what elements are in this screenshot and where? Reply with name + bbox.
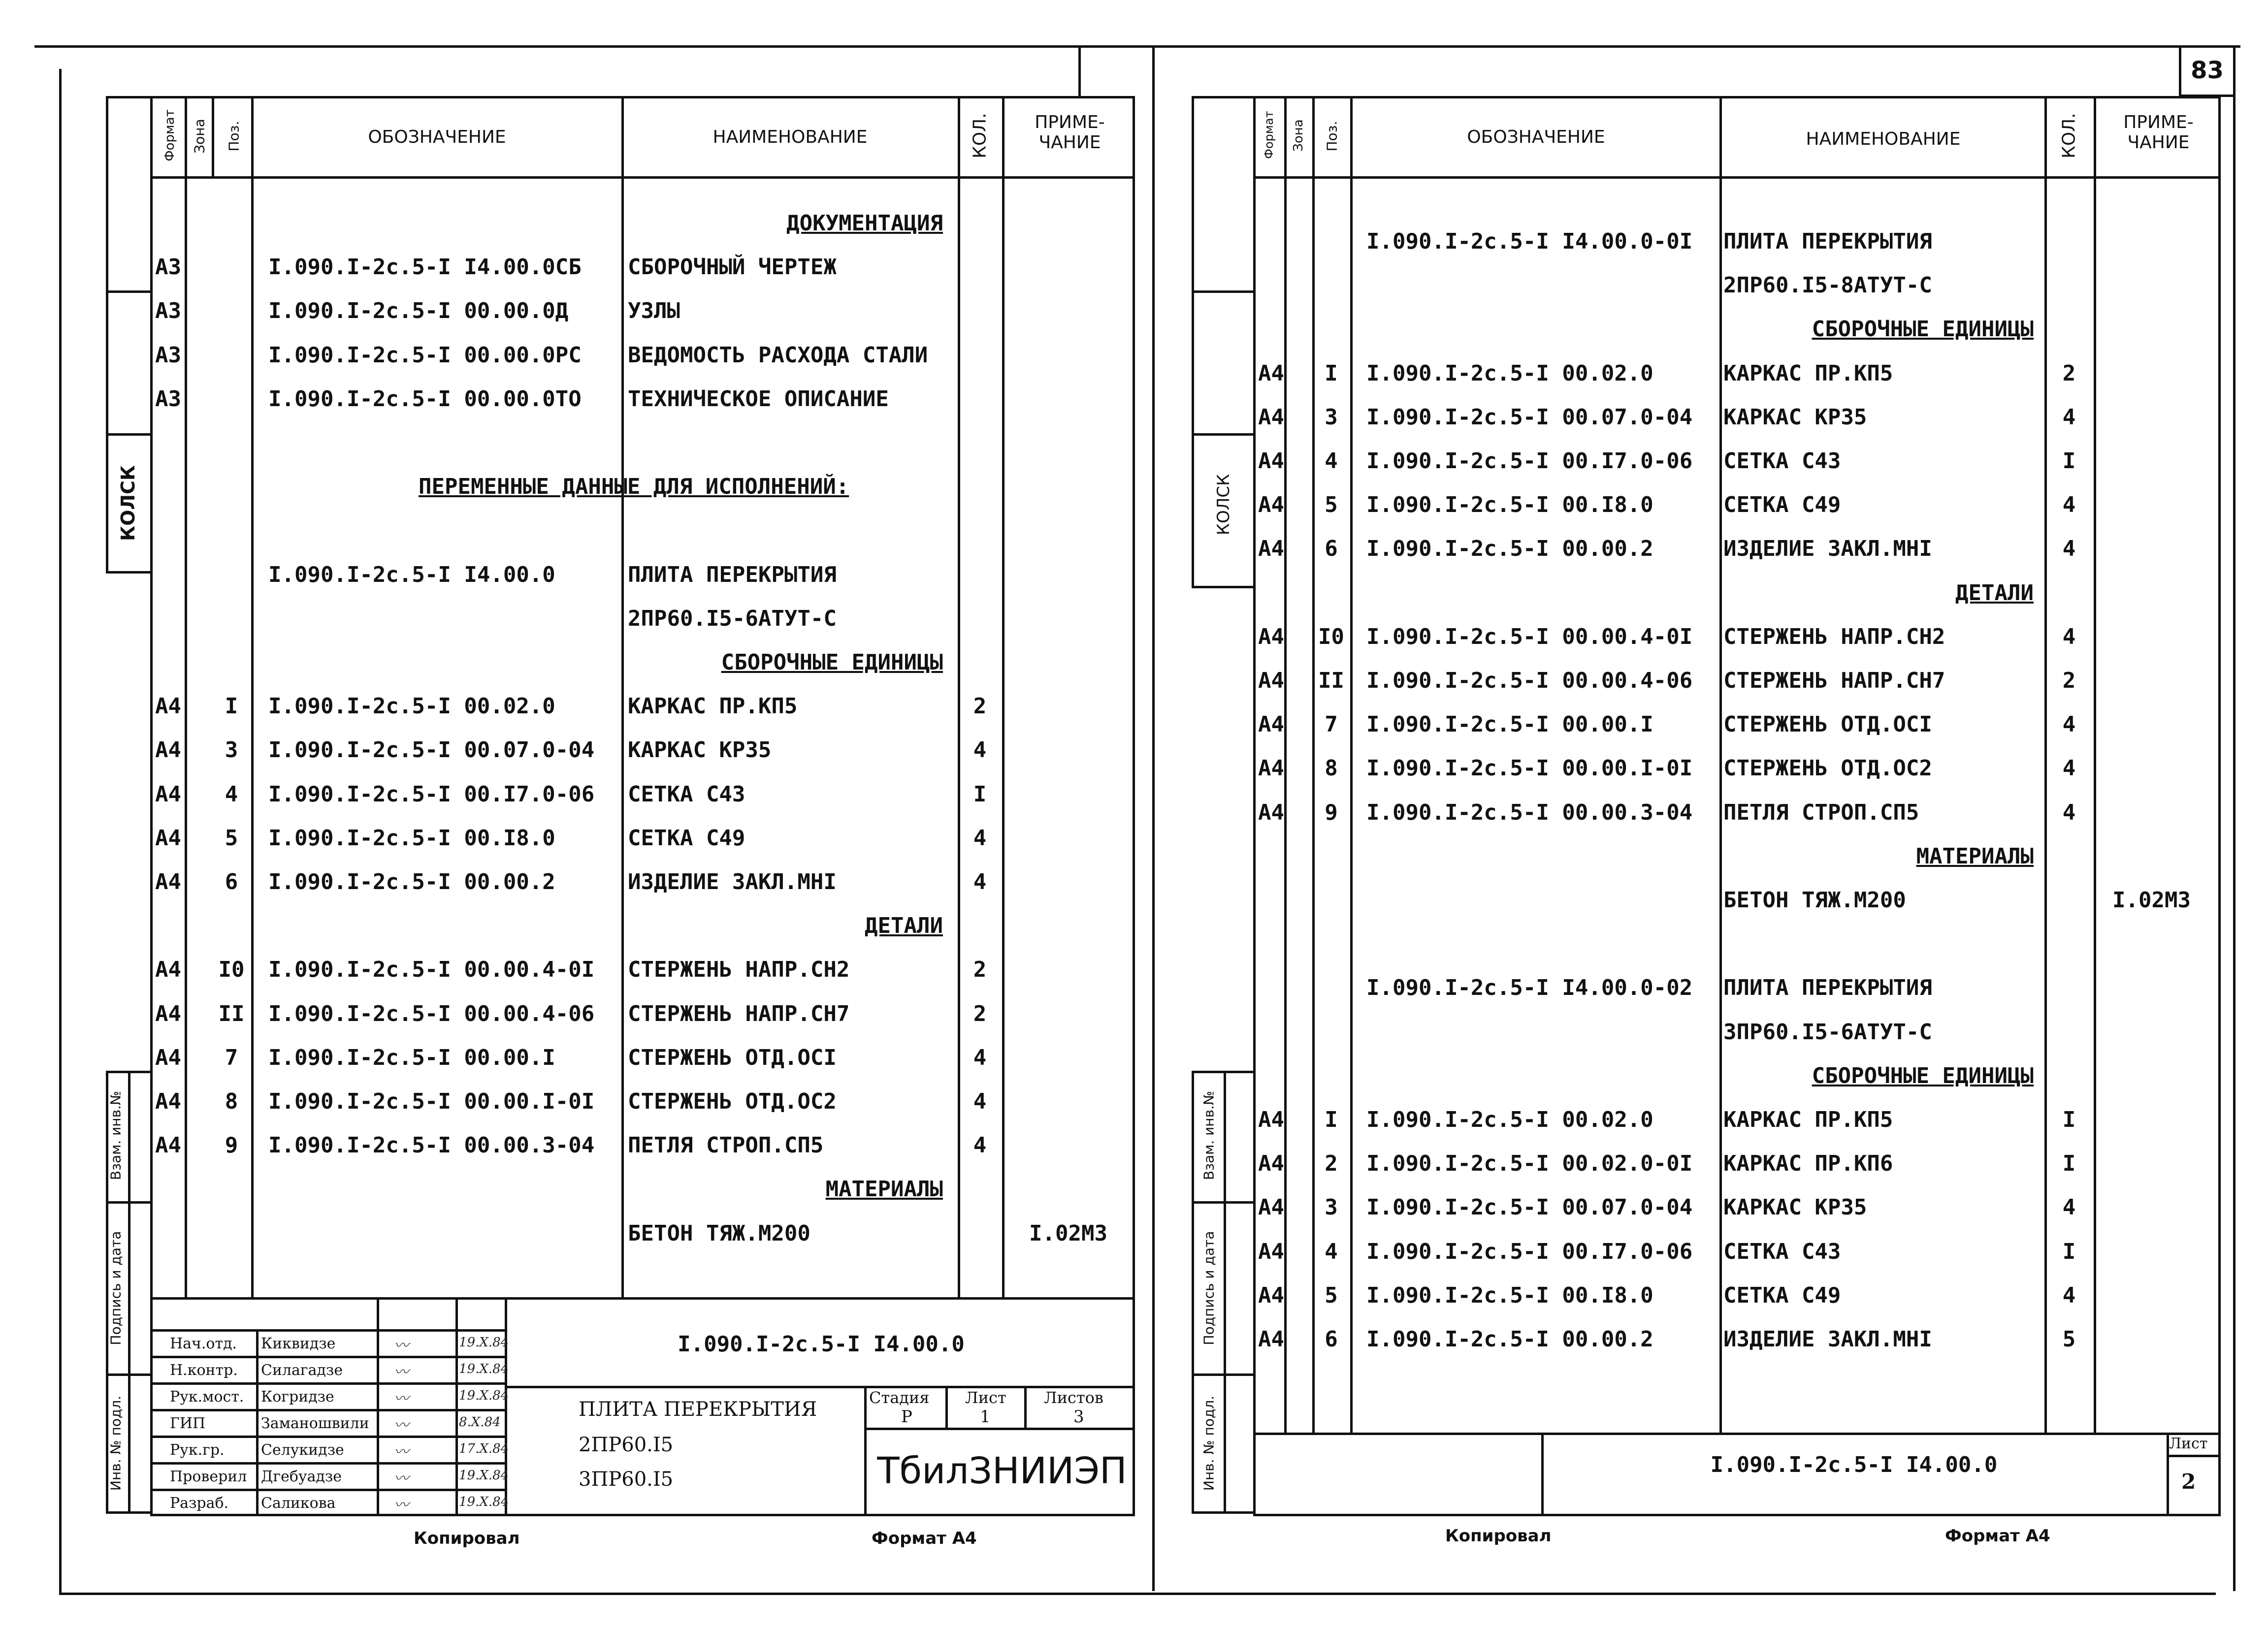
qty-cell: I xyxy=(973,781,987,807)
name-cell: СТЕРЖЕНЬ ОТД.ОСI xyxy=(628,1045,837,1070)
format-cell: А4 xyxy=(155,737,181,763)
pos-cell: I0 xyxy=(1318,624,1344,649)
designation-cell: I.090.I-2с.5-I 00.00.4-0I xyxy=(1366,624,1693,649)
name-cell: ДЕТАЛИ xyxy=(1955,580,2034,606)
right-hdr-name: НАИМЕНОВАНИЕ xyxy=(1806,129,1961,149)
name-cell: 3ПР60.I5-6АТУТ-С xyxy=(1723,1019,1932,1045)
name-cell: СБОРОЧНЫЙ ЧЕРТЕЖ xyxy=(628,255,837,280)
name-cell: СТЕРЖЕНЬ НАПР.СН2 xyxy=(1723,624,1945,649)
format-cell: А4 xyxy=(1258,360,1284,386)
right-side-div1 xyxy=(1192,290,1256,293)
right-hdr-designation: ОБОЗНАЧЕНИЕ xyxy=(1467,127,1605,147)
name-cell: СЕТКА С43 xyxy=(628,781,745,807)
designation-cell: I.090.I-2с.5-I I4.00.0СБ xyxy=(268,255,582,280)
left-field-vzam: Взам. инв.№ xyxy=(107,1090,124,1181)
pos-cell: 6 xyxy=(1325,536,1338,562)
designation-cell: I.090.I-2с.5-I 00.00.I xyxy=(268,1045,555,1070)
staff-name: Силагадзе xyxy=(261,1362,343,1379)
left-field-inv: Инв. № подл. xyxy=(107,1395,124,1491)
left-hdr-note-l2: ЧАНИЕ xyxy=(1038,132,1101,153)
name-cell: КАРКАС ПР.КП5 xyxy=(1723,1107,1893,1132)
pos-cell: II xyxy=(218,1001,245,1026)
qty-cell: 4 xyxy=(2062,492,2076,518)
pos-cell: I0 xyxy=(218,957,245,983)
staff-row-line xyxy=(150,1382,505,1385)
pos-cell: 8 xyxy=(1325,756,1338,781)
right-tb-sheet: 2 xyxy=(2181,1469,2196,1494)
name-cell: ТЕХНИЧЕСКОЕ ОПИСАНИЕ xyxy=(628,386,889,412)
qty-cell: 2 xyxy=(2062,360,2076,386)
qty-cell: 4 xyxy=(2062,404,2076,430)
format-cell: А4 xyxy=(1258,1195,1284,1220)
staff-date: 17.X.84 xyxy=(459,1441,509,1456)
pos-cell: 4 xyxy=(1325,448,1338,474)
sheet-divider xyxy=(1152,45,1155,1591)
name-cell: МАТЕРИАЛЫ xyxy=(1916,843,2034,869)
name-cell: ИЗДЕЛИЕ ЗАКЛ.МНI xyxy=(1723,536,1932,562)
pos-cell: I xyxy=(1325,360,1338,386)
pos-cell: I xyxy=(225,694,238,719)
right-hdr-note-l2: ЧАНИЕ xyxy=(2127,132,2190,153)
left-hdr-note-l1: ПРИМЕ- xyxy=(1035,112,1105,132)
name-cell: КАРКАС ПР.КП6 xyxy=(1723,1151,1893,1177)
designation-cell: I.090.I-2с.5-I 00.07.0-04 xyxy=(1366,1195,1693,1220)
right-field-vzam: Взам. инв.№ xyxy=(1200,1090,1217,1181)
name-cell: УЗЛЫ xyxy=(628,298,680,324)
right-hdr-qty: КОЛ. xyxy=(2059,113,2079,159)
format-cell: А4 xyxy=(155,957,181,983)
signature: 〰 xyxy=(394,1364,409,1381)
staff-role: Рук.мост. xyxy=(170,1388,244,1405)
right-hdr-pos: Поз. xyxy=(1324,121,1340,152)
left-hdr-pos: Поз. xyxy=(226,121,242,152)
staff-date: 19.X.84 xyxy=(459,1388,509,1403)
right-side-div2 xyxy=(1192,433,1256,436)
left-hdr-zone: Зона xyxy=(191,119,208,154)
signature: 〰 xyxy=(394,1443,409,1461)
qty-cell: 2 xyxy=(973,957,987,983)
designation-cell: I.090.I-2с.5-I 00.02.0-0I xyxy=(1366,1151,1693,1177)
designation-cell: I.090.I-2с.5-I 00.00.I xyxy=(1366,712,1653,737)
staff-row-line xyxy=(150,1489,505,1491)
designation-cell: I.090.I-2с.5-I 00.00.4-0I xyxy=(268,957,595,983)
qty-cell: 4 xyxy=(973,1045,987,1070)
format-cell: А4 xyxy=(155,825,181,851)
signature: 〰 xyxy=(394,1470,409,1487)
right-footer-format: Формат А4 xyxy=(1945,1526,2050,1546)
designation-cell: I.090.I-2с.5-I 00.00.0ТО xyxy=(268,386,582,412)
name-cell: ПЕТЛЯ СТРОП.СП5 xyxy=(1723,799,1919,825)
format-cell: А4 xyxy=(155,1089,181,1114)
designation-cell: I.090.I-2с.5-I 00.00.2 xyxy=(1366,536,1653,562)
name-cell: ПЛИТА ПЕРЕКРЫТИЯ xyxy=(1723,975,1932,1001)
left-col-format xyxy=(185,96,187,1297)
staff-role: ГИП xyxy=(170,1415,206,1432)
designation-cell: I.090.I-2с.5-I I4.00.0 xyxy=(268,562,555,587)
name-cell: СТЕРЖЕНЬ НАПР.СН7 xyxy=(1723,668,1945,693)
format-cell: А4 xyxy=(1258,1327,1284,1352)
designation-cell: I.090.I-2с.5-I 00.00.2 xyxy=(1366,1327,1653,1352)
note-cell: I.02М3 xyxy=(2112,888,2191,913)
staff-date: 19.X.84 xyxy=(459,1335,509,1350)
name-cell: СЕТКА С49 xyxy=(628,825,745,851)
qty-cell: 4 xyxy=(973,869,987,894)
designation-cell: I.090.I-2с.5-I 00.07.0-04 xyxy=(268,737,595,763)
signature: 〰 xyxy=(394,1417,409,1434)
outer-border-bottom xyxy=(59,1593,2216,1595)
designation-cell: I.090.I-2с.5-I 00.I8.0 xyxy=(1366,1282,1653,1308)
name-cell: СБОРОЧНЫЕ ЕДИНИЦЫ xyxy=(721,650,943,675)
qty-cell: 4 xyxy=(973,737,987,763)
pos-cell: 2 xyxy=(1325,1151,1338,1177)
left-side-div1 xyxy=(106,290,153,293)
designation-cell: I.090.I-2с.5-I 00.I7.0-06 xyxy=(1366,448,1693,474)
name-cell: ПЛИТА ПЕРЕКРЫТИЯ xyxy=(628,562,837,587)
designation-cell: I.090.I-2с.5-I 00.00.0Д xyxy=(268,298,569,324)
name-cell: ИЗДЕЛИЕ ЗАКЛ.МНI xyxy=(1723,1327,1932,1352)
format-cell: А4 xyxy=(1258,1282,1284,1308)
left-tb-org: ТбилЗНИИЭП xyxy=(877,1450,1127,1492)
qty-cell: I xyxy=(2062,1239,2076,1264)
left-side-label: КОЛСК xyxy=(117,465,139,541)
pos-cell: 9 xyxy=(1325,799,1338,825)
staff-name: Дгебуадзе xyxy=(261,1468,342,1485)
format-cell: А4 xyxy=(1258,404,1284,430)
qty-cell: I xyxy=(2062,448,2076,474)
name-cell: БЕТОН ТЯЖ.М200 xyxy=(1723,888,1906,913)
designation-cell: I.090.I-2с.5-I 00.I7.0-06 xyxy=(1366,1239,1693,1264)
left-hdr-qty: КОЛ. xyxy=(970,113,990,159)
qty-cell: 4 xyxy=(2062,1195,2076,1220)
pos-cell: 5 xyxy=(1325,492,1338,518)
designation-cell: I.090.I-2с.5-I 00.00.4-06 xyxy=(1366,668,1693,693)
right-footer-copied: Копировал xyxy=(1445,1526,1552,1546)
pos-cell: 6 xyxy=(1325,1327,1338,1352)
name-cell: СЕТКА С49 xyxy=(1723,1282,1841,1308)
staff-name: Киквидзе xyxy=(261,1335,336,1352)
left-tb-sheet-label: Лист xyxy=(965,1388,1006,1407)
format-cell: А4 xyxy=(155,694,181,719)
qty-cell: 4 xyxy=(2062,799,2076,825)
left-hdr-note xyxy=(1004,112,1135,153)
staff-name: Саликова xyxy=(261,1495,336,1512)
name-cell: СБОРОЧНЫЕ ЕДИНИЦЫ xyxy=(1812,317,2034,342)
qty-cell: 4 xyxy=(2062,1282,2076,1308)
left-tb-variant2: 3ПР60.I5 xyxy=(579,1468,674,1491)
designation-cell: I.090.I-2с.5-I 00.00.4-06 xyxy=(268,1001,595,1026)
staff-name: Когридзе xyxy=(261,1388,334,1405)
left-col-pos xyxy=(251,96,254,1297)
qty-cell: I xyxy=(2062,1107,2076,1132)
name-cell: СТЕРЖЕНЬ НАПР.СН2 xyxy=(628,957,850,983)
page-number: 83 xyxy=(2191,57,2224,84)
designation-cell: I.090.I-2с.5-I 00.00.3-04 xyxy=(1366,799,1693,825)
name-cell: 2ПР60.I5-8АТУТ-С xyxy=(1723,273,1932,298)
qty-cell: I xyxy=(2062,1151,2076,1177)
name-cell: ПЛИТА ПЕРЕКРЫТИЯ xyxy=(1723,229,1932,254)
format-cell: А4 xyxy=(1258,492,1284,518)
staff-row-line xyxy=(150,1436,505,1438)
left-hdr-format: Формат xyxy=(162,109,177,161)
name-cell: ДЕТАЛИ xyxy=(865,913,943,939)
qty-cell: 4 xyxy=(2062,712,2076,737)
designation-cell: I.090.I-2с.5-I 00.I8.0 xyxy=(1366,492,1653,518)
right-side-label: КОЛСК xyxy=(1214,474,1233,536)
format-cell: А4 xyxy=(155,869,181,894)
staff-name: Селукидзе xyxy=(261,1441,344,1459)
name-cell: БЕТОН ТЯЖ.М200 xyxy=(628,1220,810,1246)
format-cell: А4 xyxy=(1258,1107,1284,1132)
name-cell: СЕТКА С43 xyxy=(1723,1239,1841,1264)
name-cell: СТЕРЖЕНЬ ОТД.ОС2 xyxy=(1723,756,1932,781)
right-field-inv: Инв. № подл. xyxy=(1200,1395,1217,1491)
left-col-qty xyxy=(1002,96,1004,1297)
format-cell: А3 xyxy=(155,386,181,412)
pos-cell: II xyxy=(1318,668,1344,693)
name-cell: МАТЕРИАЛЫ xyxy=(825,1177,943,1202)
pos-cell: 5 xyxy=(225,825,238,851)
designation-cell: I.090.I-2с.5-I 00.I7.0-06 xyxy=(268,781,595,807)
staff-role: Разраб. xyxy=(170,1495,229,1512)
staff-date: 8.X.84 xyxy=(459,1415,501,1430)
name-cell: СТЕРЖЕНЬ НАПР.СН7 xyxy=(628,1001,850,1026)
format-cell: А3 xyxy=(155,298,181,324)
left-col-des xyxy=(621,96,624,1297)
format-cell: А3 xyxy=(155,255,181,280)
pos-cell: I xyxy=(1325,1107,1338,1132)
pos-cell: 3 xyxy=(1325,404,1338,430)
name-cell: СБОРОЧНЫЕ ЕДИНИЦЫ xyxy=(1812,1063,2034,1088)
note-cell: I.02М3 xyxy=(1029,1220,1107,1246)
format-cell: А4 xyxy=(1258,624,1284,649)
name-cell: СТЕРЖЕНЬ ОТД.ОСI xyxy=(1723,712,1932,737)
left-footer-format: Формат А4 xyxy=(872,1529,977,1548)
left-header-line xyxy=(150,176,1135,179)
format-cell: А4 xyxy=(155,1001,181,1026)
staff-role: Н.контр. xyxy=(170,1362,238,1379)
left-tb-sheets: 3 xyxy=(1073,1407,1084,1427)
staff-row-line xyxy=(150,1409,505,1411)
right-hdr-zone: Зона xyxy=(1291,119,1306,152)
right-col-pos xyxy=(1350,96,1353,1433)
qty-cell: 2 xyxy=(973,1001,987,1026)
left-tb-stage-label: Стадия xyxy=(869,1388,930,1407)
left-side-div2 xyxy=(106,433,153,436)
designation-cell: I.090.I-2с.5-I 00.00.0РС xyxy=(268,342,582,368)
left-col-zone xyxy=(212,96,214,176)
pos-cell: 7 xyxy=(225,1045,238,1070)
name-cell: ВЕДОМОСТЬ РАСХОДА СТАЛИ xyxy=(628,342,928,368)
name-cell: СЕТКА С43 xyxy=(1723,448,1841,474)
pos-cell: 4 xyxy=(225,781,238,807)
signature: 〰 xyxy=(394,1497,409,1514)
right-col-des xyxy=(1719,96,1722,1433)
format-cell: А4 xyxy=(1258,799,1284,825)
name-cell: СТЕРЖЕНЬ ОТД.ОС2 xyxy=(628,1089,837,1114)
designation-cell: I.090.I-2с.5-I 00.02.0 xyxy=(1366,1107,1653,1132)
right-hdr-note xyxy=(2096,112,2221,153)
qty-cell: 4 xyxy=(2062,756,2076,781)
format-cell: А3 xyxy=(155,342,181,368)
left-hdr-name: НАИМЕНОВАНИЕ xyxy=(713,127,868,147)
staff-date: 19.X.84 xyxy=(459,1468,509,1483)
pos-cell: 9 xyxy=(225,1133,238,1158)
right-border xyxy=(2233,45,2236,1591)
qty-cell: 4 xyxy=(973,1089,987,1114)
name-cell: СЕТКА С49 xyxy=(1723,492,1841,518)
staff-role: Нач.отд. xyxy=(170,1335,237,1352)
right-hdr-note-l1: ПРИМЕ- xyxy=(2123,112,2194,132)
left-footer-copied: Копировал xyxy=(414,1529,520,1548)
signature: 〰 xyxy=(394,1390,409,1407)
signature: 〰 xyxy=(394,1337,409,1354)
name-cell: ИЗДЕЛИЕ ЗАКЛ.МНI xyxy=(628,869,837,894)
left-field-podpis: Подпись и дата xyxy=(107,1231,124,1345)
staff-date: 19.X.84 xyxy=(459,1362,509,1376)
format-cell: А4 xyxy=(1258,756,1284,781)
format-cell: А4 xyxy=(1258,536,1284,562)
right-tb-sheet-label: Лист xyxy=(2169,1435,2208,1452)
designation-cell: I.090.I-2с.5-I 00.00.3-04 xyxy=(268,1133,595,1158)
pos-cell: 3 xyxy=(225,737,238,763)
pos-cell: 8 xyxy=(225,1089,238,1114)
name-cell: КАРКАС КР35 xyxy=(628,737,772,763)
right-tb-code: I.090.I-2с.5-I I4.00.0 xyxy=(1710,1452,1998,1477)
right-col-format xyxy=(1284,96,1287,1433)
designation-cell: I.090.I-2с.5-I 00.02.0 xyxy=(268,694,555,719)
name-cell: ПЕТЛЯ СТРОП.СП5 xyxy=(628,1133,824,1158)
designation-cell: I.090.I-2с.5-I I4.00.0-0I xyxy=(1366,229,1693,254)
format-cell: А4 xyxy=(1258,1151,1284,1177)
pos-cell: 7 xyxy=(1325,712,1338,737)
left-top-notch xyxy=(1078,45,1081,97)
format-cell: А4 xyxy=(155,1045,181,1070)
qty-cell: 4 xyxy=(2062,536,2076,562)
right-col-qty xyxy=(2094,96,2096,1433)
designation-cell: I.090.I-2с.5-I 00.I8.0 xyxy=(268,825,555,851)
staff-role: Проверил xyxy=(170,1468,247,1485)
left-tb-product-name: ПЛИТА ПЕРЕКРЫТИЯ xyxy=(579,1398,817,1421)
name-cell: ПЕРЕМЕННЫЕ ДАННЫЕ ДЛЯ ИСПОЛНЕНИЙ: xyxy=(419,474,849,500)
format-cell: А4 xyxy=(1258,668,1284,693)
outer-border-left xyxy=(59,69,62,1595)
format-cell: А4 xyxy=(1258,448,1284,474)
designation-cell: I.090.I-2с.5-I I4.00.0-02 xyxy=(1366,975,1693,1001)
left-hdr-designation: ОБОЗНАЧЕНИЕ xyxy=(368,127,506,147)
designation-cell: I.090.I-2с.5-I 00.00.2 xyxy=(268,869,555,894)
qty-cell: 4 xyxy=(973,1133,987,1158)
format-cell: А4 xyxy=(1258,1239,1284,1264)
format-cell: А4 xyxy=(155,1133,181,1158)
pos-cell: 5 xyxy=(1325,1282,1338,1308)
name-cell: 2ПР60.I5-6АТУТ-С xyxy=(628,606,837,631)
format-cell: А4 xyxy=(155,781,181,807)
staff-role: Рук.гр. xyxy=(170,1441,225,1459)
staff-row-line xyxy=(150,1356,505,1358)
designation-cell: I.090.I-2с.5-I 00.00.I-0I xyxy=(1366,756,1693,781)
name-cell: КАРКАС ПР.КП5 xyxy=(628,694,798,719)
right-header-line xyxy=(1253,176,2221,179)
qty-cell: 4 xyxy=(2062,624,2076,649)
qty-cell: 4 xyxy=(973,825,987,851)
staff-row-line xyxy=(150,1329,505,1332)
right-field-podpis: Подпись и дата xyxy=(1200,1231,1217,1345)
left-tb-variant1: 2ПР60.I5 xyxy=(579,1434,674,1456)
format-cell: А4 xyxy=(1258,712,1284,737)
pos-cell: 3 xyxy=(1325,1195,1338,1220)
left-tb-stage: Р xyxy=(901,1407,912,1427)
left-tb-sheets-label: Листов xyxy=(1044,1388,1103,1407)
staff-name: Заманошвили xyxy=(261,1415,369,1432)
pos-cell: 6 xyxy=(225,869,238,894)
designation-cell: I.090.I-2с.5-I 00.00.I-0I xyxy=(268,1089,595,1114)
pos-cell: 4 xyxy=(1325,1239,1338,1264)
left-tb-code: I.090.I-2с.5-I I4.00.0 xyxy=(678,1332,965,1357)
qty-cell: 2 xyxy=(2062,668,2076,693)
name-cell: КАРКАС ПР.КП5 xyxy=(1723,360,1893,386)
staff-row-line xyxy=(150,1462,505,1465)
left-bs-div1 xyxy=(106,1201,153,1204)
designation-cell: I.090.I-2с.5-I 00.02.0 xyxy=(1366,360,1653,386)
name-cell: КАРКАС КР35 xyxy=(1723,1195,1867,1220)
right-hdr-format: Формат xyxy=(1262,111,1276,159)
qty-cell: 2 xyxy=(973,694,987,719)
left-bottom-side-mid xyxy=(128,1071,130,1514)
name-cell: ДОКУМЕНТАЦИЯ xyxy=(786,211,943,236)
left-bs-div2 xyxy=(106,1373,153,1376)
qty-cell: 5 xyxy=(2062,1327,2076,1352)
designation-cell: I.090.I-2с.5-I 00.07.0-04 xyxy=(1366,404,1693,430)
outer-border-top xyxy=(34,45,2240,48)
name-cell: КАРКАС КР35 xyxy=(1723,404,1867,430)
left-tb-sheet: 1 xyxy=(980,1407,991,1427)
staff-date: 19.X.84 xyxy=(459,1495,509,1509)
